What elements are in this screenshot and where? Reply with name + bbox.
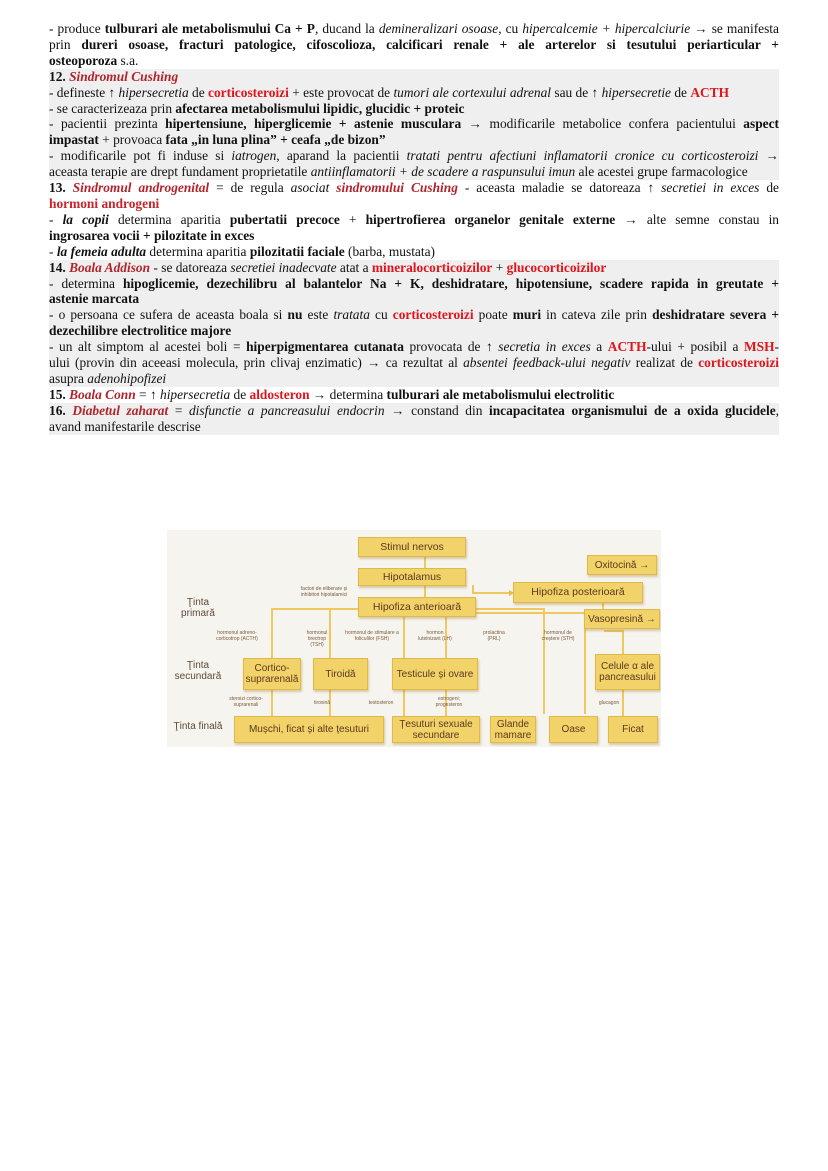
text: → alte semne constau in <box>615 211 779 227</box>
text-line <box>49 244 779 260</box>
hormone-label-fsh: hormonul de stimulare a foliculilor (FSH) <box>345 630 399 642</box>
italic-text: secretiei in exces <box>661 180 760 196</box>
text: manifesta prin <box>49 21 779 52</box>
node-testicule-ovare: Testicule și ovare <box>392 658 478 690</box>
text: ului (provin din aceeasi molecula, prin clivaj enzimatic) → ca rezultat al <box>49 355 464 371</box>
text: + este provocat de <box>288 84 394 100</box>
text: = <box>168 402 189 418</box>
text: cu <box>369 307 393 323</box>
text-line <box>49 132 779 148</box>
section-number: 13. <box>49 180 73 196</box>
hormone-label-estrogeni: estrogeni; progesteron <box>435 696 463 708</box>
text: avand manifestarile descrise <box>49 418 201 434</box>
text: - <box>49 243 57 259</box>
text-line <box>49 212 779 228</box>
bold-text: impastat <box>49 132 99 148</box>
italic-text: iatrogen <box>231 148 277 164</box>
bold-text: tulburari ale metabolismului Ca + P <box>104 21 315 36</box>
text-line <box>49 323 779 339</box>
highlight-term: corticosteroizi <box>208 84 289 100</box>
italic-text: secretia in exces <box>498 339 591 355</box>
section-heading <box>49 69 779 85</box>
bold-text: pilozitatii faciale <box>249 243 345 259</box>
connector-line <box>543 608 545 714</box>
connector-line <box>403 690 405 716</box>
text: → se <box>690 21 723 36</box>
italic-text: asociat <box>290 180 330 196</box>
text-line <box>49 276 779 292</box>
text-line <box>49 228 779 244</box>
text: -ului + posibil a <box>646 339 744 355</box>
section-15-conn <box>49 387 779 403</box>
bold-text: dureri osoase, fracturi patologice, cifoscolioza, calcificari renale + ale arterelor si tesutului periarticular + <box>81 36 779 52</box>
italic-text: hipersecretia <box>118 84 189 100</box>
highlight-term: aldosteron <box>249 386 310 402</box>
text: - <box>774 339 779 355</box>
text-line <box>49 371 779 387</box>
italic-text: hipersecretie <box>601 84 671 100</box>
bold-text: afectarea metabolismului lipidic, glucidic + proteic <box>175 100 465 116</box>
text: realizat de <box>630 355 699 371</box>
bold-italic-text: la femeia adulta <box>56 243 147 259</box>
text: - produce <box>49 21 105 36</box>
text: , <box>775 402 780 418</box>
hormone-label-glucagon: glucagon <box>598 700 620 706</box>
section-title: Sindromul androgenital <box>72 180 210 196</box>
node-corticosuprarenala: Cortico-suprarenală <box>243 658 301 690</box>
italic-text: hipersecretia <box>160 386 231 402</box>
node-glande-mamare: Glande mamare <box>490 716 536 743</box>
text: → modificarile metabolice confera pacientului <box>461 116 744 132</box>
text: = de regula <box>209 180 291 196</box>
connector-line <box>475 612 585 614</box>
text: - se datoreaza <box>150 259 231 275</box>
text-line <box>49 101 779 117</box>
text-line <box>49 196 779 212</box>
text: asupra <box>49 370 88 386</box>
bold-text: tulburari ale metabolismului electrolitic <box>386 386 615 402</box>
paragraph-intro <box>49 21 779 53</box>
section-heading <box>49 180 779 196</box>
text-line <box>49 419 779 435</box>
endocrine-hierarchy-diagram <box>167 530 661 747</box>
text-line <box>49 307 779 323</box>
connector-line <box>475 608 545 610</box>
bold-text: pubertatii precoce <box>229 211 340 227</box>
text: - <box>49 211 63 227</box>
hormone-label-tiroxina: tiroxină <box>313 700 331 706</box>
text: → determina <box>309 386 387 402</box>
text: , cu <box>498 21 523 36</box>
node-celule-alfa-pancreas: Celule α ale pancreasului <box>595 654 660 690</box>
text: determina aparitia <box>108 211 230 227</box>
hormone-label-acth: hormonul adreno-corticotrop (ACTH) <box>216 630 258 642</box>
text: provocata de ↑ <box>403 339 499 355</box>
connector-line <box>424 584 426 598</box>
text: - un alt simptom al acestei boli = <box>49 339 247 355</box>
highlight-term: MSH <box>744 339 775 355</box>
text-line <box>49 355 779 371</box>
text: , ducand la <box>314 21 379 36</box>
node-oxitocina: Oxitocină → <box>587 555 657 575</box>
text-line <box>49 339 779 355</box>
text: + <box>492 259 507 275</box>
highlight-term: sindromului Cushing <box>336 180 458 196</box>
bold-text: hiperpigmentarea cutanata <box>246 339 404 355</box>
hormone-label-factori: factori de eliberare și inhibitori hipotalamici <box>300 586 348 598</box>
highlight-term: corticosteroizi <box>392 307 474 323</box>
text: - aceasta maladie se datoreaza ↑ <box>457 180 662 196</box>
italic-text: tratati pentru afectiuni inflamatorii cronice cu corticosteroizi <box>406 148 759 164</box>
bold-text: muri <box>512 307 542 323</box>
node-hipofiza-posterioara: Hipofiza posterioară <box>513 582 643 603</box>
text: , aparand la pacientii <box>276 148 407 164</box>
text-line <box>49 164 779 180</box>
node-stimul-nervos: Stimul nervos <box>358 537 466 557</box>
level-label-secondary: Ţinta secundară <box>174 660 222 682</box>
section-title: Boala Conn <box>69 386 136 402</box>
section-12-cushing <box>49 69 779 180</box>
section-title: Boala Addison <box>69 259 151 275</box>
highlight-term: corticosteroizi <box>698 355 780 371</box>
node-tiroida: Tiroidă <box>313 658 368 690</box>
text-line <box>49 291 779 307</box>
text-line <box>49 116 779 132</box>
text: poate <box>473 307 513 323</box>
text: (barba, mustata) <box>344 243 435 259</box>
level-label-final: Ţinta finală <box>173 721 223 732</box>
text: aceasta terapie are drept fundament proprietatile <box>49 164 311 180</box>
text: → constand din <box>384 402 490 418</box>
connector-line <box>271 690 273 716</box>
italic-text: tratata <box>333 307 370 323</box>
italic-text: demineralizari osoase <box>378 21 499 36</box>
text-line <box>49 85 779 101</box>
text: atat a <box>336 259 372 275</box>
section-title: Diabetul zaharat <box>72 402 169 418</box>
text: → <box>758 148 779 164</box>
section-number: 16. <box>49 402 73 418</box>
text: sau de ↑ <box>551 84 602 100</box>
section-heading <box>49 403 779 419</box>
bold-text: incapacitatea organismului de a oxida glucidele <box>489 402 776 418</box>
node-hipofiza-anterioara: Hipofiza anterioară <box>358 597 476 617</box>
bold-text: nu <box>287 307 303 323</box>
connector-line <box>472 592 512 594</box>
text: ale acestei grupe farmacologice <box>575 164 748 180</box>
highlight-term: ACTH <box>690 84 730 100</box>
text: - modificarile pot fi induse si <box>49 148 232 164</box>
text: + <box>339 211 366 227</box>
bold-text: hipertensiune, hiperglicemie + astenie musculara <box>165 116 462 132</box>
node-ficat: Ficat <box>608 716 658 743</box>
section-number: 12. <box>49 68 70 84</box>
bold-text: hipertrofierea organelor genitale externe <box>365 211 616 227</box>
text: - o persoana ce sufera de aceasta boala si <box>49 307 288 323</box>
bold-text: ingrosarea vocii + pilozitate in exces <box>49 227 255 243</box>
hormone-label-prl: prolactina (PRL) <box>483 630 505 642</box>
hormone-label-steroizi: steroizi cortico-suprarenali <box>229 696 263 708</box>
text: in cateva zile prin <box>541 307 653 323</box>
text: este <box>302 307 334 323</box>
node-hipotalamus: Hipotalamus <box>358 568 466 586</box>
bold-italic-text: la copii <box>62 211 109 227</box>
document-body <box>49 21 779 435</box>
node-oase: Oase <box>549 716 598 743</box>
text: de <box>188 84 209 100</box>
highlight-term: glucocorticoizilor <box>506 259 607 275</box>
level-label-primary: Ţinta primară <box>181 597 215 619</box>
section-heading <box>49 260 779 276</box>
italic-text: antiinflamatorii + de scadere a raspunsului imun <box>310 164 576 180</box>
section-heading <box>49 387 779 403</box>
section-number: 15. <box>49 386 70 402</box>
bold-text: astenie marcata <box>49 291 140 307</box>
text: de <box>671 84 691 100</box>
italic-text: disfunctie a pancreasului endocrin <box>188 402 385 418</box>
italic-text: adenohipofizei <box>87 370 167 386</box>
paragraph-intro-end <box>49 53 779 69</box>
italic-text: secretiei inadecvate <box>230 259 337 275</box>
hormone-label-sth: hormonul de creștere (STH) <box>541 630 575 642</box>
bold-text: fata „in luna plina” + ceafa „de bizon” <box>165 132 386 148</box>
text: + provoaca <box>98 132 166 148</box>
text: - pacientii prezinta <box>49 116 166 132</box>
bold-text: deshidratare severa + <box>652 307 780 323</box>
hormone-label-lh: hormon luteinizant (LH) <box>418 630 452 642</box>
text: de <box>230 386 250 402</box>
text: - determina <box>49 275 123 291</box>
bold-text: osteoporoza <box>49 52 118 68</box>
text: de <box>759 180 780 196</box>
highlight-term: ACTH <box>607 339 647 355</box>
section-title: Sindromul Cushing <box>69 68 179 84</box>
node-vasopresina: Vasopresină → <box>584 609 660 629</box>
node-muschi-ficat-tesuturi: Mușchi, ficat și alte țesuturi <box>234 716 384 743</box>
text: s.a. <box>117 52 139 68</box>
text: determina aparitia <box>146 243 250 259</box>
text: = ↑ <box>135 386 160 402</box>
text: - se caracterizeaza prin <box>49 100 176 116</box>
highlight-term: hormoni androgeni <box>49 195 160 211</box>
bold-text: aspect <box>743 116 779 132</box>
bold-text: dezechilibre electrolitice majore <box>49 323 232 339</box>
italic-text: tumori ale cortexului adrenal <box>393 84 552 100</box>
section-16-diabet <box>49 403 779 435</box>
node-tesuturi-sexuale: Țesuturi sexuale secundare <box>392 716 480 743</box>
text-line <box>49 148 779 164</box>
bold-text: hipoglicemie, dezechilibru al balantelor Na + K, deshidratare, hipotensiune, scadere rapida in greutate + <box>122 275 779 291</box>
section-number: 14. <box>49 259 70 275</box>
hormone-label-tsh: hormonul tirectrop (TSH) <box>306 630 328 648</box>
section-13-androgenital <box>49 180 779 260</box>
section-14-addison <box>49 260 779 387</box>
connector-line <box>604 630 624 632</box>
text: a <box>590 339 608 355</box>
hormone-label-testosteron: testosteron <box>368 700 394 706</box>
highlight-term: mineralocorticoizilor <box>371 259 493 275</box>
italic-text: absentei feedback-ului negativ <box>463 355 631 371</box>
italic-text: hipercalcemie + hipercalciurie <box>522 21 691 36</box>
text: - defineste ↑ <box>49 84 119 100</box>
